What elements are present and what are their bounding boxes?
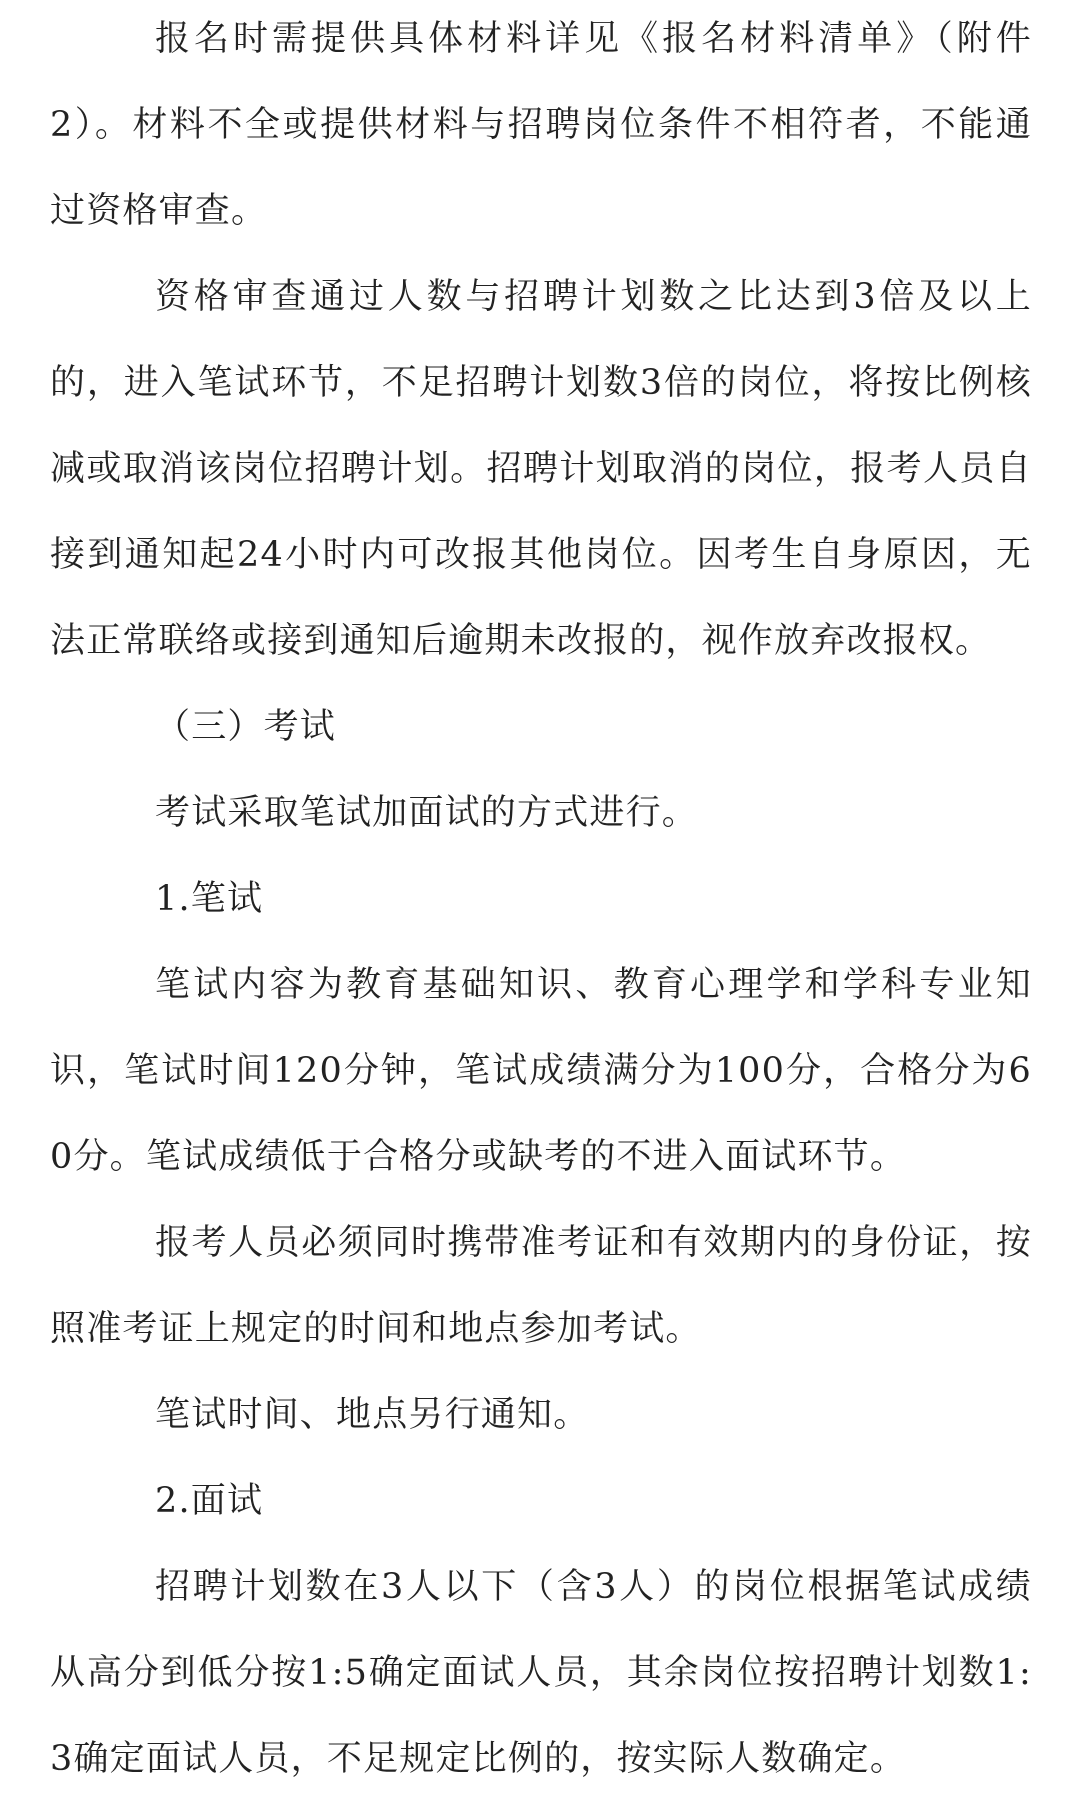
paragraph-qualification-review: 资格审查通过人数与招聘计划数之比达到3倍及以上的，进入笔试环节，不足招聘计划数3倍的岗位，将按比例核减或取消该岗位招聘计划。招聘计划取消的岗位，报考人员自接到通知起24小时内可改报其他岗位。因考生自身原因，无法正常联络或接到通知后逾期未改报的，视作放弃改报权。 (50, 277, 1032, 661)
subheading-written-test: 1.笔试 (155, 879, 264, 919)
paragraph-interview-ratio: 招聘计划数在3人以下（含3人）的岗位根据笔试成绩从高分到低分按1:5确定面试人员，其余岗位按招聘计划数1:3确定面试人员，不足规定比例的，按实际人数确定。 (50, 1567, 1032, 1779)
paragraph-written-test-content: 笔试内容为教育基础知识、教育心理学和学科专业知识，笔试时间120分钟，笔试成绩满分为100分，合格分为60分。笔试成绩低于合格分或缺考的不进入面试环节。 (50, 965, 1032, 1177)
paragraph-exam-method: 考试采取笔试加面试的方式进行。 (155, 793, 699, 833)
paragraph-exam-time-place: 笔试时间、地点另行通知。 (155, 1395, 590, 1435)
section-heading-exam: （三）考试 (155, 707, 337, 747)
paragraph-materials: 报名时需提供具体材料详见《报名材料清单》（附件2）。材料不全或提供材料与招聘岗位条件不相符者，不能通过资格审查。 (50, 19, 1032, 231)
document-body (50, 0, 1032, 1806)
paragraph-exam-documents: 报考人员必须同时携带准考证和有效期内的身份证，按照准考证上规定的时间和地点参加考试。 (50, 1223, 1032, 1349)
subheading-interview: 2.面试 (155, 1481, 264, 1521)
document-text-block (50, 0, 1032, 1802)
